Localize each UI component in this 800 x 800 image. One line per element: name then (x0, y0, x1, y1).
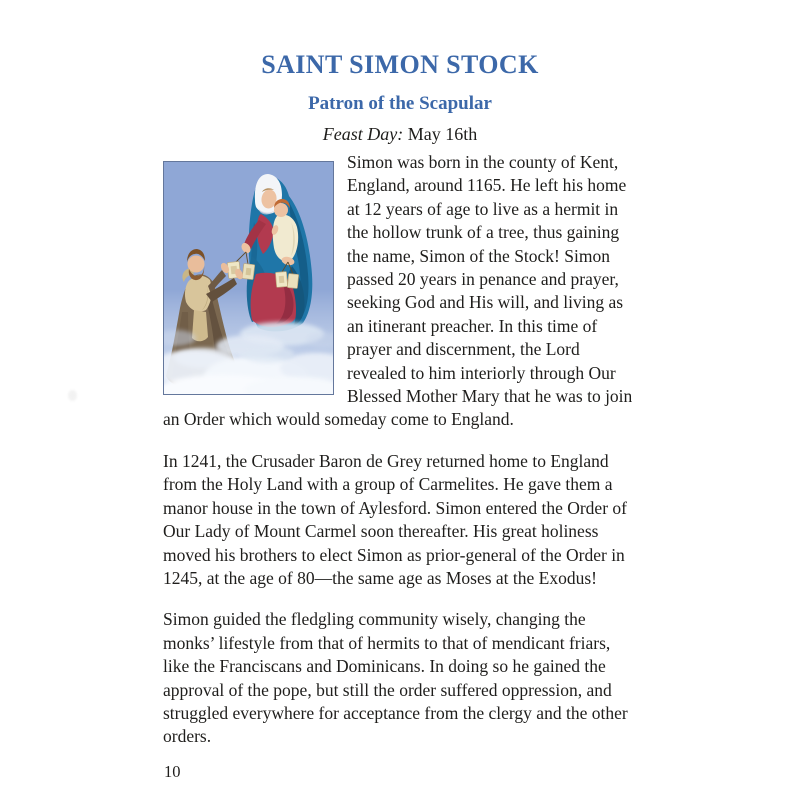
body-paragraph-3: Simon guided the fledgling community wisely, changing the monks’ lifestyle from that of hermits to that of mendicant friars, like the Franciscans and Dominicans. In doing so he gained the approval of the pope, but still the order suffered oppression, and struggled everywhere for acceptance from the clergy and the other orders. (163, 609, 628, 747)
feast-day-value: May 16th (407, 124, 478, 144)
body-paragraph-1: Simon was born in the county of Kent, England, around 1165. He left his home at 12 years of age to live as a hermit in the hollow trunk of a tree, thus gaining the name, Simon of the Stock! Simon passed 20 years in penance and prayer, seeking God and His will, and living as an itinerant preacher. In this time of prayer and discernment, the Lord revealed to him interiorly through Our Blessed Mother Mary that he was to join an Order which would someday come to England. (163, 152, 633, 430)
body-paragraph-2: In 1241, the Crusader Baron de Grey returned home to England from the Holy Land with a group of Carmelites. He gave them a manor house in the town of Aylesford. Simon entered the Order of Our Lady of Mount Carmel soon thereafter. His great holiness moved his brothers to elect Simon as prior-general of the Order in 1245, at the age of 80—the same age as Moses at the Exodus! (163, 450, 627, 588)
page-number: 10 (164, 762, 181, 781)
feast-day-line (0, 124, 800, 145)
article-body (163, 151, 638, 767)
page-title: SAINT SIMON STOCK (261, 50, 539, 79)
page-subtitle: Patron of the Scapular (308, 93, 492, 114)
feast-day-label: Feast Day: (322, 124, 404, 144)
monk-face (188, 256, 205, 273)
holy-card-image (164, 162, 333, 394)
clouds (164, 322, 333, 394)
scan-artifact (68, 390, 77, 401)
page-header (0, 0, 800, 145)
illustration-our-lady-scapular (163, 161, 334, 395)
